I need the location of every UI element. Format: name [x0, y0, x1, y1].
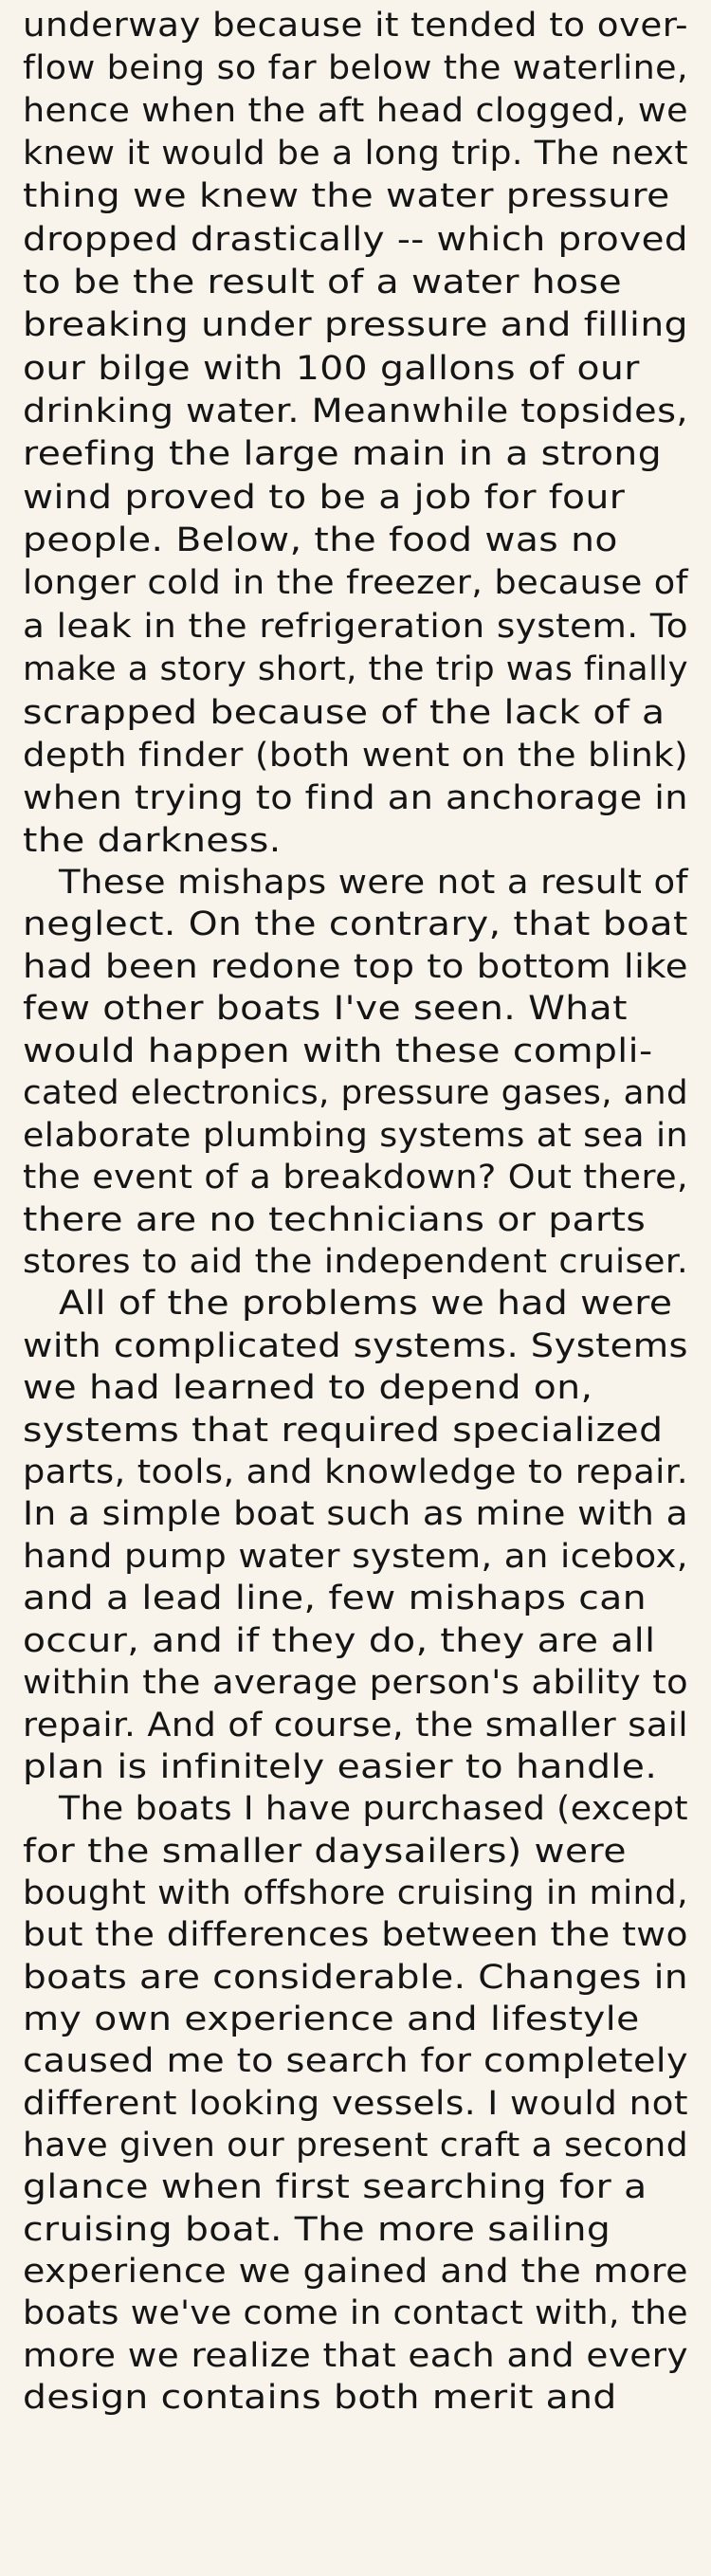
- text-line: experience we gained and the more: [23, 2253, 688, 2291]
- text-line: glance when first searching for a: [23, 2168, 647, 2206]
- text-line: systems that required specialized: [23, 1412, 664, 1450]
- text-line: longer cold in the freezer, because of: [23, 564, 688, 602]
- text-line: dropped drastically -- which proved: [23, 221, 688, 259]
- text-line: drinking water. Meanwhile topsides,: [23, 393, 688, 430]
- text-line: caused me to search for completely: [23, 2042, 688, 2080]
- text-line: design contains both merit and: [23, 2379, 617, 2417]
- text-line: flow being so far below the waterline,: [23, 49, 688, 87]
- text-line: knew it would be a long trip. The next: [23, 135, 688, 173]
- text-line: when trying to find an anchorage in: [23, 779, 688, 817]
- text-line: parts, tools, and knowledge to repair.: [23, 1453, 688, 1491]
- text-line: have given our present craft a second: [23, 2127, 689, 2165]
- text-line: All of the problems we had were: [59, 1285, 673, 1323]
- text-line: reefing the large main in a strong: [23, 435, 663, 473]
- text-line: In a simple boat such as mine with a: [23, 1495, 688, 1533]
- text-line: the darkness.: [23, 822, 282, 860]
- text-line: stores to aid the independent cruiser.: [23, 1243, 688, 1281]
- text-line: the event of a breakdown? Out there,: [23, 1159, 688, 1197]
- text-line: different looking vessels. I would not: [23, 2085, 688, 2123]
- text-line: elaborate plumbing systems at sea in: [23, 1117, 688, 1155]
- text-line: a leak in the refrigeration system. To: [23, 608, 689, 646]
- text-line: we had learned to depend on,: [23, 1369, 593, 1407]
- text-line: underway because it tended to over-: [23, 7, 688, 45]
- text-line: The boats I have purchased (except: [59, 1790, 688, 1828]
- text-line: there are no technicians or parts: [23, 1201, 647, 1239]
- text-line: make a story short, the trip was finally: [23, 650, 688, 688]
- text-line: plan is infinitely easier to handle.: [23, 1748, 658, 1786]
- text-line: depth finder (both went on the blink): [23, 737, 689, 775]
- text-line: cated electronics, pressure gases, and: [23, 1074, 688, 1112]
- text-line: within the average person's ability to: [23, 1664, 688, 1702]
- text-line: few other boats I've seen. What: [23, 990, 628, 1028]
- text-line: neglect. On the contrary, that boat: [23, 905, 688, 943]
- text-line: more we realize that each and every: [23, 2337, 688, 2375]
- text-line: for the smaller daysailers) were: [23, 1833, 627, 1871]
- text-line: would happen with these compli-: [23, 1032, 653, 1070]
- text-line: cruising boat. The more sailing: [23, 2211, 611, 2249]
- text-line: boats are considerable. Changes in: [23, 1959, 688, 1997]
- text-line: occur, and if they do, they are all: [23, 1622, 656, 1660]
- text-line: to be the result of a water hose: [23, 264, 623, 301]
- text-line: wind proved to be a job for four: [23, 479, 626, 517]
- text-line: and a lead line, few mishaps can: [23, 1580, 647, 1617]
- text-line: people. Below, the food was no: [23, 521, 618, 559]
- text-line: bought with offshore cruising in mind,: [23, 1874, 688, 1912]
- text-line: my own experience and lifestyle: [23, 2001, 640, 2038]
- text-line: but the differences between the two: [23, 1916, 688, 1954]
- text-line: hand pump water system, an icebox,: [23, 1538, 688, 1576]
- text-line: boats we've come in contact with, the: [23, 2294, 688, 2332]
- text-line: scrapped because of the lack of a: [23, 694, 665, 732]
- text-line: These mishaps were not a result of: [59, 864, 688, 902]
- text-line: hence when the aft head clogged, we: [23, 92, 689, 130]
- text-line: repair. And of course, the smaller sail: [23, 1707, 688, 1745]
- text-line: with complicated systems. Systems: [23, 1327, 688, 1365]
- text-line: our bilge with 100 gallons of our: [23, 350, 640, 388]
- text-line: had been redone top to bottom like: [23, 948, 689, 986]
- text-line: breaking under pressure and filling: [23, 306, 688, 344]
- text-line: thing we knew the water pressure: [23, 177, 670, 215]
